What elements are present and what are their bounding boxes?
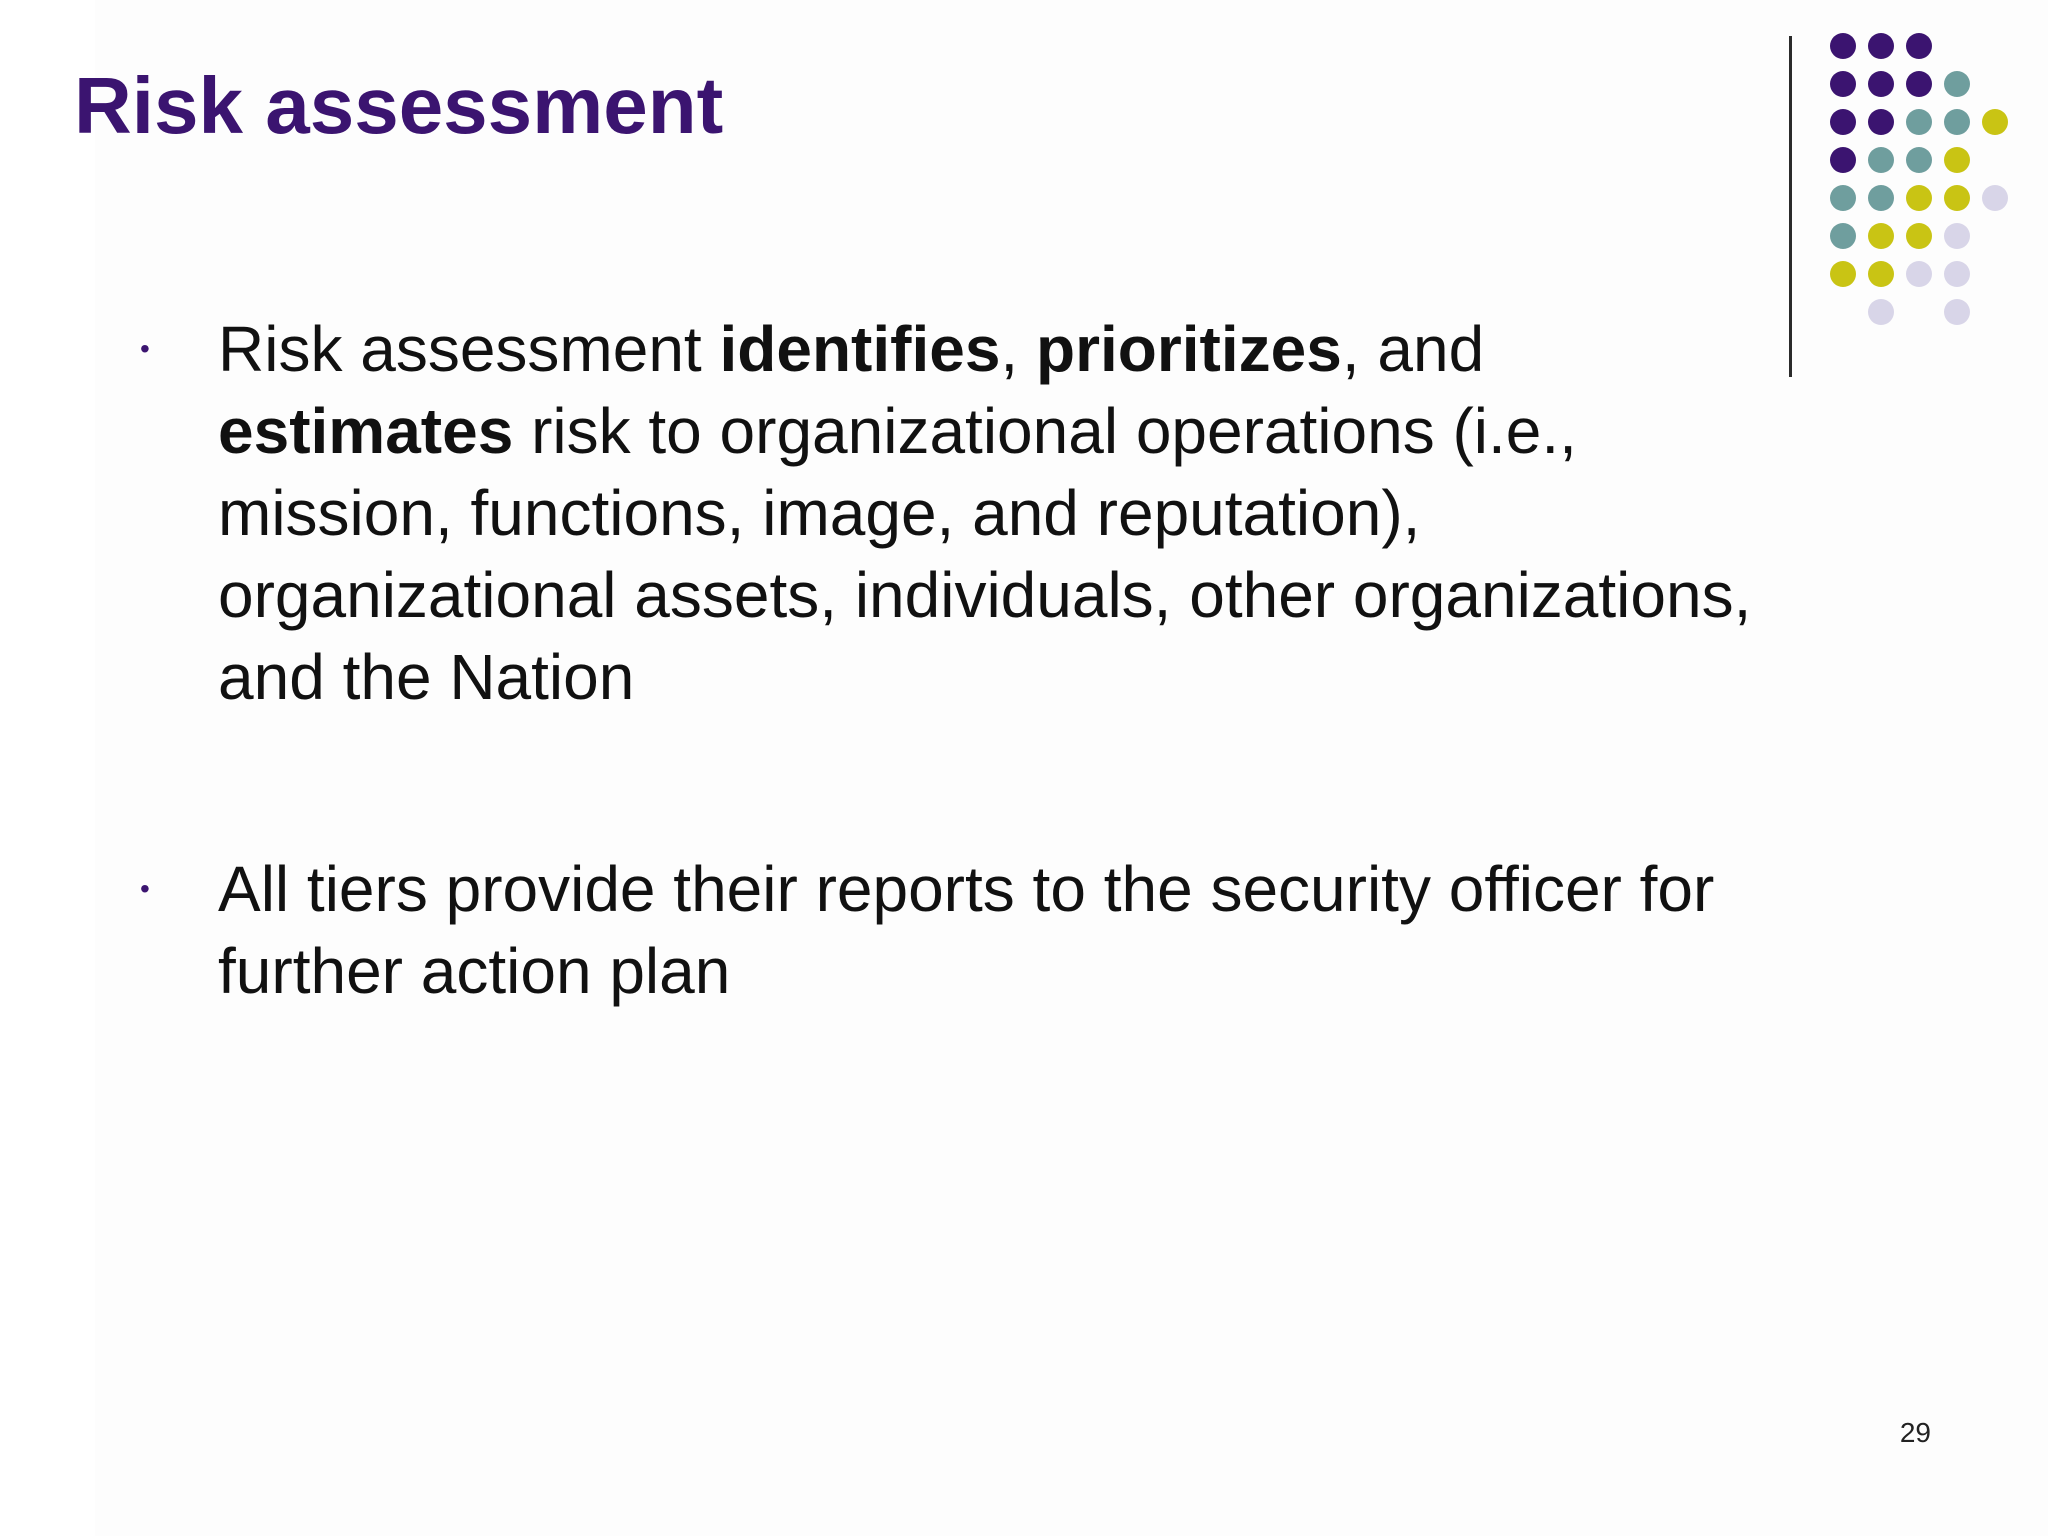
decorative-dot bbox=[1906, 147, 1932, 173]
title-divider-line bbox=[1789, 36, 1792, 377]
decorative-dot bbox=[1982, 185, 2008, 211]
decorative-dot bbox=[1868, 147, 1894, 173]
decorative-dot bbox=[1830, 261, 1856, 287]
bullet-text-segment: Risk assessment bbox=[218, 313, 720, 385]
bullet-text-bold-segment: prioritizes bbox=[1035, 313, 1342, 385]
decorative-dot bbox=[1982, 109, 2008, 135]
bullet-text-segment: risk to organizational operations (i.e., mission, functions, image, and reputation), organizational assets, individuals, other organizations, and the Nation bbox=[218, 395, 1752, 713]
decorative-dot bbox=[1944, 261, 1970, 287]
bullet-text-segment: All tiers provide their reports to the security officer for further action plan bbox=[218, 853, 1715, 1007]
decorative-dot bbox=[1944, 147, 1970, 173]
decorative-dot bbox=[1868, 223, 1894, 249]
bullet-list bbox=[140, 308, 1780, 1012]
bullet-text-segment: , and bbox=[1341, 313, 1485, 385]
decorative-dot bbox=[1830, 71, 1856, 97]
bullet-marker: • bbox=[140, 333, 150, 364]
bullet-text-bold-segment: identifies bbox=[719, 313, 1001, 385]
decorative-dot-grid bbox=[1830, 33, 2030, 333]
decorative-dot bbox=[1830, 109, 1856, 135]
decorative-dot bbox=[1944, 185, 1970, 211]
bullet-marker: • bbox=[140, 873, 150, 904]
bullet-text bbox=[218, 853, 1714, 1007]
decorative-dot bbox=[1868, 261, 1894, 287]
decorative-dot bbox=[1906, 261, 1932, 287]
decorative-dot bbox=[1906, 71, 1932, 97]
decorative-dot bbox=[1868, 33, 1894, 59]
decorative-dot bbox=[1944, 299, 1970, 325]
bullet-text bbox=[218, 313, 1751, 713]
decorative-dot bbox=[1906, 185, 1932, 211]
page-number: 29 bbox=[1899, 1417, 1931, 1448]
decorative-dot bbox=[1868, 71, 1894, 97]
decorative-dot bbox=[1906, 223, 1932, 249]
decorative-dot bbox=[1868, 185, 1894, 211]
bullet-text-segment: , bbox=[1000, 313, 1036, 385]
bullet-item-tier-reports bbox=[140, 848, 1780, 1012]
decorative-dot bbox=[1868, 299, 1894, 325]
decorative-dot bbox=[1830, 185, 1856, 211]
decorative-dot bbox=[1944, 109, 1970, 135]
decorative-dot bbox=[1906, 109, 1932, 135]
slide-left-band bbox=[0, 0, 95, 1536]
decorative-dot bbox=[1944, 223, 1970, 249]
decorative-dot bbox=[1944, 71, 1970, 97]
bullet-item-risk-assessment-definition bbox=[140, 308, 1780, 718]
decorative-dot bbox=[1906, 33, 1932, 59]
bullet-text-bold-segment: estimates bbox=[218, 395, 514, 467]
decorative-dot bbox=[1830, 223, 1856, 249]
decorative-dot bbox=[1830, 147, 1856, 173]
decorative-dot bbox=[1868, 109, 1894, 135]
decorative-dot bbox=[1830, 33, 1856, 59]
slide-title: Risk assessment bbox=[74, 61, 724, 150]
